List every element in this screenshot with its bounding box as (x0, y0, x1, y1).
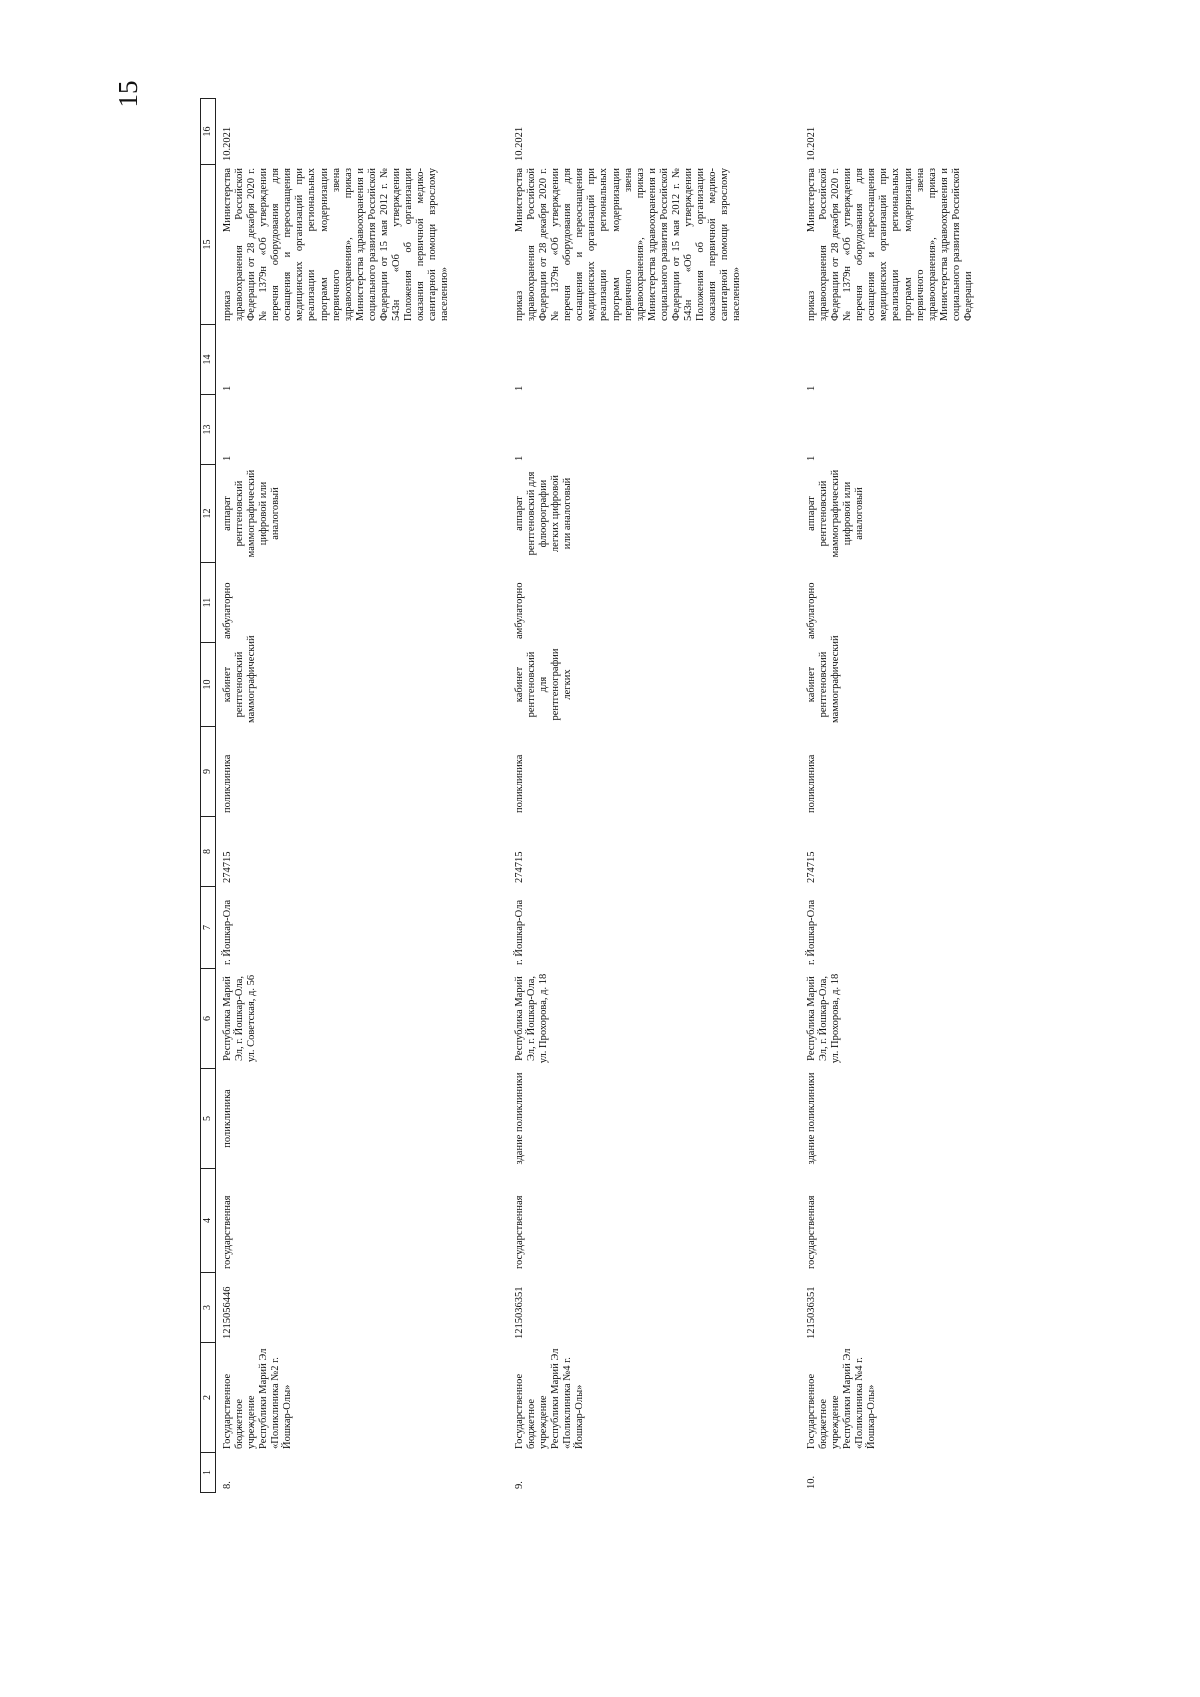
column-header: 3 (201, 1273, 216, 1343)
ownership-cell: государственная (514, 1195, 525, 1269)
row-number: 9. (514, 1481, 525, 1489)
unit-cell: кабинет рентгеновский для рентгенографии легких (514, 648, 574, 721)
organization-name: Государственное бюджетное учреждение Республики Марий Эл «Поликлиника №4 г. Йошкар-Олы» (806, 1348, 878, 1449)
city-cell: г. Йошкар-Ола (806, 899, 817, 965)
column-header: 14 (201, 325, 216, 395)
column-header: 8 (201, 817, 216, 887)
building-cell: здание поликлиники (806, 1072, 817, 1165)
unit-cell: кабинет рентгеновский маммографический (806, 635, 842, 723)
table-row (508, 99, 800, 1493)
column-header: 5 (201, 1069, 216, 1169)
code-cell: 274715 (806, 851, 817, 883)
organization-name: Государственное бюджетное учреждение Республики Марий Эл «Поликлиника №2 г. Йошкар-Олы» (222, 1348, 294, 1449)
quantity-cell: 1 (806, 455, 817, 461)
column-header: 7 (201, 887, 216, 969)
table-row (800, 99, 1092, 1493)
facility-type-cell: поликлиника (806, 754, 817, 813)
address-cell: Республика Марий Эл, г. Йошкар-Ола, ул. Советская, д. 56 (222, 974, 258, 1063)
facility-type-cell: поликлиника (514, 754, 525, 813)
column-header: 13 (201, 395, 216, 465)
inn-cell: 1215056446 (222, 1286, 233, 1339)
city-cell: г. Йошкар-Ола (514, 899, 525, 965)
unit-cell: кабинет рентгеновский маммографический (222, 635, 258, 723)
quantity-cell: 1 (222, 455, 233, 461)
column-header: 11 (201, 563, 216, 643)
equipment-cell: аппарат рентгеновский маммографический цифровой или аналоговый (806, 469, 866, 558)
basis-cell: приказ Министерства здравоохранения Российской Федерации от 28 декабря 2020 г. № 1379н «Об утверждении перечня оборудования для оснащения и переоснащения медицинских организаций при реализации региональных программ модернизации первичного звена здравоохранения», приказ Министерства здравоохранения и социального развития Российской Федерации от 15 мая 2012 г. № 543н «Об утверждении Положения об организации оказания первичной медико-санитарной помощи взрослому населению» (514, 168, 743, 321)
code-cell: 274715 (514, 851, 525, 883)
date-cell: 10.2021 (806, 126, 817, 161)
address-cell: Республика Марий Эл, г. Йошкар-Ола, ул. Прохорова, д. 18 (514, 973, 550, 1064)
conditions-cell: амбулаторно (222, 582, 233, 639)
inn-cell: 1215036351 (806, 1286, 817, 1339)
ownership-cell: государственная (222, 1195, 233, 1269)
row-number: 8. (222, 1481, 233, 1489)
building-cell: здание поликлиники (514, 1072, 525, 1165)
address-cell: Республика Марий Эл, г. Йошкар-Ола, ул. Прохорова, д. 18 (806, 973, 842, 1064)
column-header: 12 (201, 465, 216, 563)
conditions-cell: амбулаторно (806, 582, 817, 639)
inn-cell: 1215036351 (514, 1286, 525, 1339)
building-cell: поликлиника (222, 1089, 233, 1148)
header-row (201, 99, 216, 1493)
equipment-cell: аппарат рентгеновский для флюорографии легких цифровой или аналоговый (514, 471, 574, 556)
column-header: 16 (201, 99, 216, 165)
column-header: 15 (201, 165, 216, 325)
ownership-cell: государственная (806, 1195, 817, 1269)
column-header: 1 (201, 1453, 216, 1493)
organization-name: Государственное бюджетное учреждение Республики Марий Эл «Поликлиника №4 г. Йошкар-Олы» (514, 1348, 586, 1449)
basis-cell: приказ Министерства здравоохранения Российской Федерации от 28 декабря 2020 г. № 1379н «Об утверждении перечня оборудования для оснащения и переоснащения медицинских организаций при реализации региональных программ модернизации первичного звена здравоохранения», приказ Министерства здравоохранения и социального развития Российской Федерации от 15 мая 2012 г. № 543н «Об утверждении Положения об организации оказания первичной медико-санитарной помощи взрослому населению» (222, 168, 451, 321)
conditions-cell: амбулаторно (514, 582, 525, 639)
column-header: 9 (201, 727, 216, 817)
column-header: 6 (201, 969, 216, 1069)
row-number: 10. (806, 1475, 817, 1489)
date-cell: 10.2021 (514, 126, 525, 161)
city-cell: г. Йошкар-Ола (222, 899, 233, 965)
basis-cell: приказ Министерства здравоохранения Российской Федерации от 28 декабря 2020 г. № 1379н «Об утверждении перечня оборудования для оснащения и переоснащения медицинских организаций при реализации региональных программ модернизации первичного звена здравоохранения», приказ Министерства здравоохранения и социального развития Российской Федерации (806, 168, 974, 321)
column-header: 4 (201, 1169, 216, 1273)
column-header: 2 (201, 1343, 216, 1453)
table-row (216, 99, 509, 1493)
equipment-table (200, 98, 1092, 1493)
quantity-cell: 1 (806, 385, 817, 391)
column-header: 10 (201, 643, 216, 727)
rotated-table-container (200, 99, 1020, 1493)
facility-type-cell: поликлиника (222, 754, 233, 813)
date-cell: 10.2021 (222, 126, 233, 161)
code-cell: 274715 (222, 851, 233, 883)
page-number: 15 (113, 80, 143, 108)
quantity-cell: 1 (222, 385, 233, 391)
equipment-cell: аппарат рентгеновский маммографический цифровой или аналоговый (222, 469, 282, 558)
quantity-cell: 1 (514, 455, 525, 461)
quantity-cell: 1 (514, 385, 525, 391)
